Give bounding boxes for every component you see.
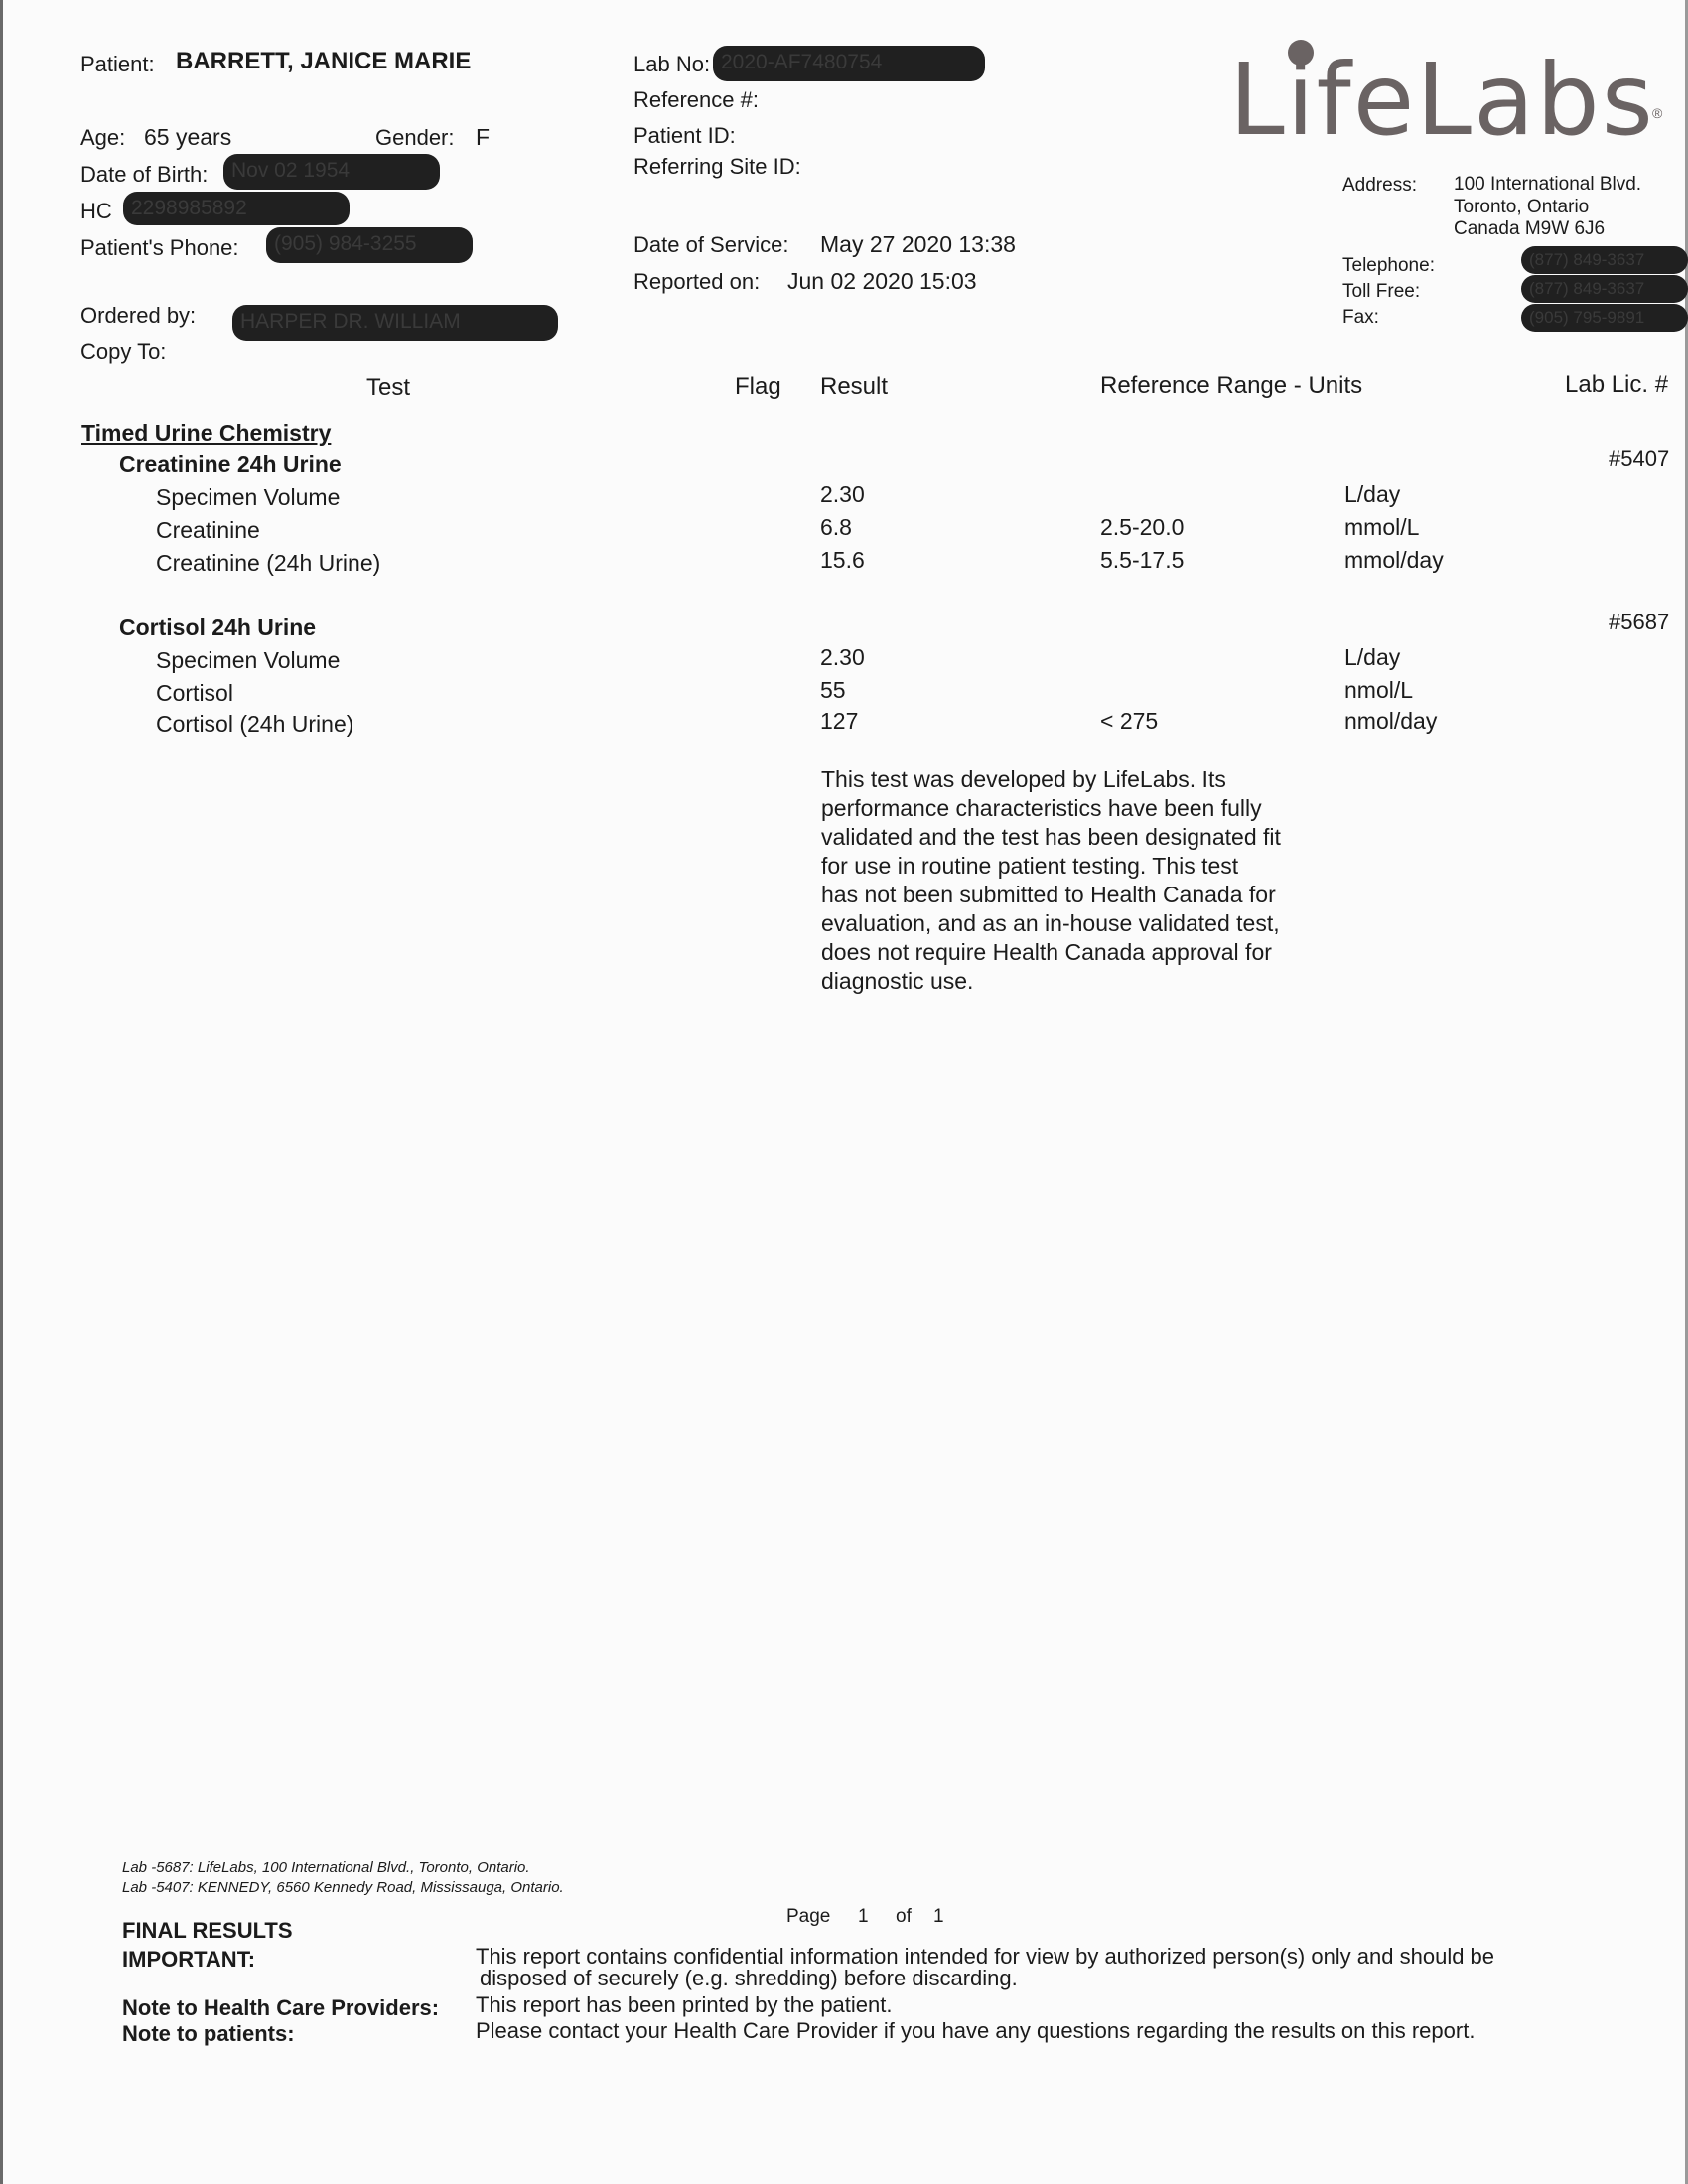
note-line: diagnostic use. — [821, 968, 974, 994]
reported-on-value: Jun 02 2020 15:03 — [787, 268, 977, 294]
header-flag: Flag — [735, 373, 781, 400]
address-line-3: Canada M9W 6J6 — [1454, 218, 1606, 239]
gender-label: Gender: — [375, 125, 455, 150]
header-lab-lic: Lab Lic. # — [1565, 371, 1669, 398]
group-lab-lic: #5407 — [1609, 446, 1670, 471]
row-test: Cortisol (24h Urine) — [156, 711, 354, 737]
address-line-2: Toronto, Ontario — [1454, 197, 1590, 217]
reference-label: Reference #: — [633, 87, 759, 112]
ordered-by-label: Ordered by: — [80, 303, 197, 328]
note-line: This test was developed by LifeLabs. Its — [821, 766, 1226, 792]
row-test: Cortisol — [156, 680, 233, 706]
row-test: Creatinine (24h Urine) — [156, 550, 381, 576]
referring-site-label: Referring Site ID: — [633, 154, 801, 179]
section-title: Timed Urine Chemistry — [81, 420, 332, 446]
row-units: nmol/L — [1344, 677, 1414, 703]
hc-label: HC — [80, 199, 112, 223]
note-patients-text: Please contact your Health Care Provider if you have any questions regarding the results on this report. — [476, 2018, 1476, 2043]
row-units: mmol/L — [1344, 514, 1420, 540]
row-units: nmol/day — [1344, 708, 1438, 734]
phone-redacted: (905) 984-3255 — [266, 227, 473, 263]
logo-text: LifeLabs — [1229, 42, 1655, 158]
group-title: Creatinine 24h Urine — [119, 451, 342, 477]
row-range: < 275 — [1100, 708, 1159, 734]
row-units: L/day — [1344, 644, 1401, 670]
row-range: 5.5-17.5 — [1100, 547, 1185, 573]
row-result: 2.30 — [820, 481, 865, 507]
lifelabs-logo — [1229, 40, 1666, 159]
ordered-by-redacted: HARPER DR. WILLIAM — [232, 305, 558, 341]
row-test: Creatinine — [156, 517, 260, 543]
patient-label: Patient: — [80, 52, 155, 76]
patient-name: BARRETT, JANICE MARIE — [176, 48, 472, 74]
fax-redacted: (905) 795-9891 — [1521, 304, 1688, 332]
hc-redacted: 2298985892 — [123, 192, 350, 225]
page-current: 1 — [858, 1906, 869, 1927]
row-result: 55 — [820, 677, 846, 703]
fax-label: Fax: — [1342, 307, 1379, 328]
dob-label: Date of Birth: — [80, 162, 209, 187]
note-line: for use in routine patient testing. This test — [821, 853, 1239, 879]
important-text-1: This report contains confidential information intended for view by authorized person(s) only and should be — [476, 1944, 1495, 1969]
header-test: Test — [366, 374, 411, 401]
note-line: performance characteristics have been fully — [821, 795, 1262, 821]
note-hcp-label: Note to Health Care Providers: — [122, 1995, 440, 2020]
patient-id-label: Patient ID: — [633, 123, 736, 148]
footer-lab-line: Lab -5407: KENNEDY, 6560 Kennedy Road, Mississauga, Ontario. — [122, 1879, 564, 1896]
header-result: Result — [820, 373, 889, 400]
lab-no-label: Lab No: — [633, 52, 711, 76]
footer-lab-line: Lab -5687: LifeLabs, 100 International Blvd., Toronto, Ontario. — [122, 1859, 530, 1876]
page-label: Page — [786, 1906, 831, 1927]
toll-free-redacted: (877) 849-3637 — [1521, 275, 1688, 303]
note-hcp-text: This report has been printed by the patient. — [476, 1992, 893, 2017]
lab-no-redacted: 2020-AF7480754 — [713, 46, 985, 81]
telephone-label: Telephone: — [1342, 255, 1435, 276]
row-result: 6.8 — [820, 514, 852, 540]
date-of-service-value: May 27 2020 13:38 — [820, 231, 1016, 257]
toll-free-label: Toll Free: — [1342, 281, 1421, 302]
final-results: FINAL RESULTS — [122, 1918, 293, 1943]
dob-redacted: Nov 02 1954 — [223, 154, 440, 190]
note-patients-label: Note to patients: — [122, 2021, 295, 2046]
note-line: does not require Health Canada approval for — [821, 939, 1272, 965]
group-lab-lic: #5687 — [1609, 610, 1670, 634]
logo-registered-mark: ® — [1652, 105, 1663, 121]
row-test: Specimen Volume — [156, 647, 341, 673]
reported-on-label: Reported on: — [633, 269, 761, 294]
row-result: 2.30 — [820, 644, 865, 670]
row-units: L/day — [1344, 481, 1401, 507]
row-result: 15.6 — [820, 547, 865, 573]
important-text-2: disposed of securely (e.g. shredding) before discarding. — [480, 1966, 1018, 1990]
row-test: Specimen Volume — [156, 484, 341, 510]
telephone-redacted: (877) 849-3637 — [1521, 246, 1688, 274]
gender-value: F — [476, 124, 491, 150]
note-line: validated and the test has been designated fit — [821, 824, 1281, 850]
date-of-service-label: Date of Service: — [633, 232, 789, 257]
header-reference-range: Reference Range - Units — [1100, 372, 1363, 399]
scan-left-edge — [0, 0, 3, 2184]
group-title: Cortisol 24h Urine — [119, 614, 317, 640]
note-line: evaluation, and as an in-house validated test, — [821, 910, 1280, 936]
address-line-1: 100 International Blvd. — [1454, 174, 1642, 195]
row-units: mmol/day — [1344, 547, 1444, 573]
page-of: of — [896, 1906, 912, 1927]
row-result: 127 — [820, 708, 859, 734]
age-label: Age: — [80, 125, 126, 150]
validation-note — [821, 765, 1377, 996]
row-range: 2.5-20.0 — [1100, 514, 1185, 540]
address-label: Address: — [1342, 175, 1417, 196]
copy-to-label: Copy To: — [80, 340, 167, 364]
note-line: has not been submitted to Health Canada for — [821, 882, 1276, 907]
phone-label: Patient's Phone: — [80, 235, 239, 260]
age-value: 65 years — [144, 124, 232, 150]
important-label: IMPORTANT: — [122, 1947, 256, 1972]
page-total: 1 — [933, 1906, 944, 1927]
